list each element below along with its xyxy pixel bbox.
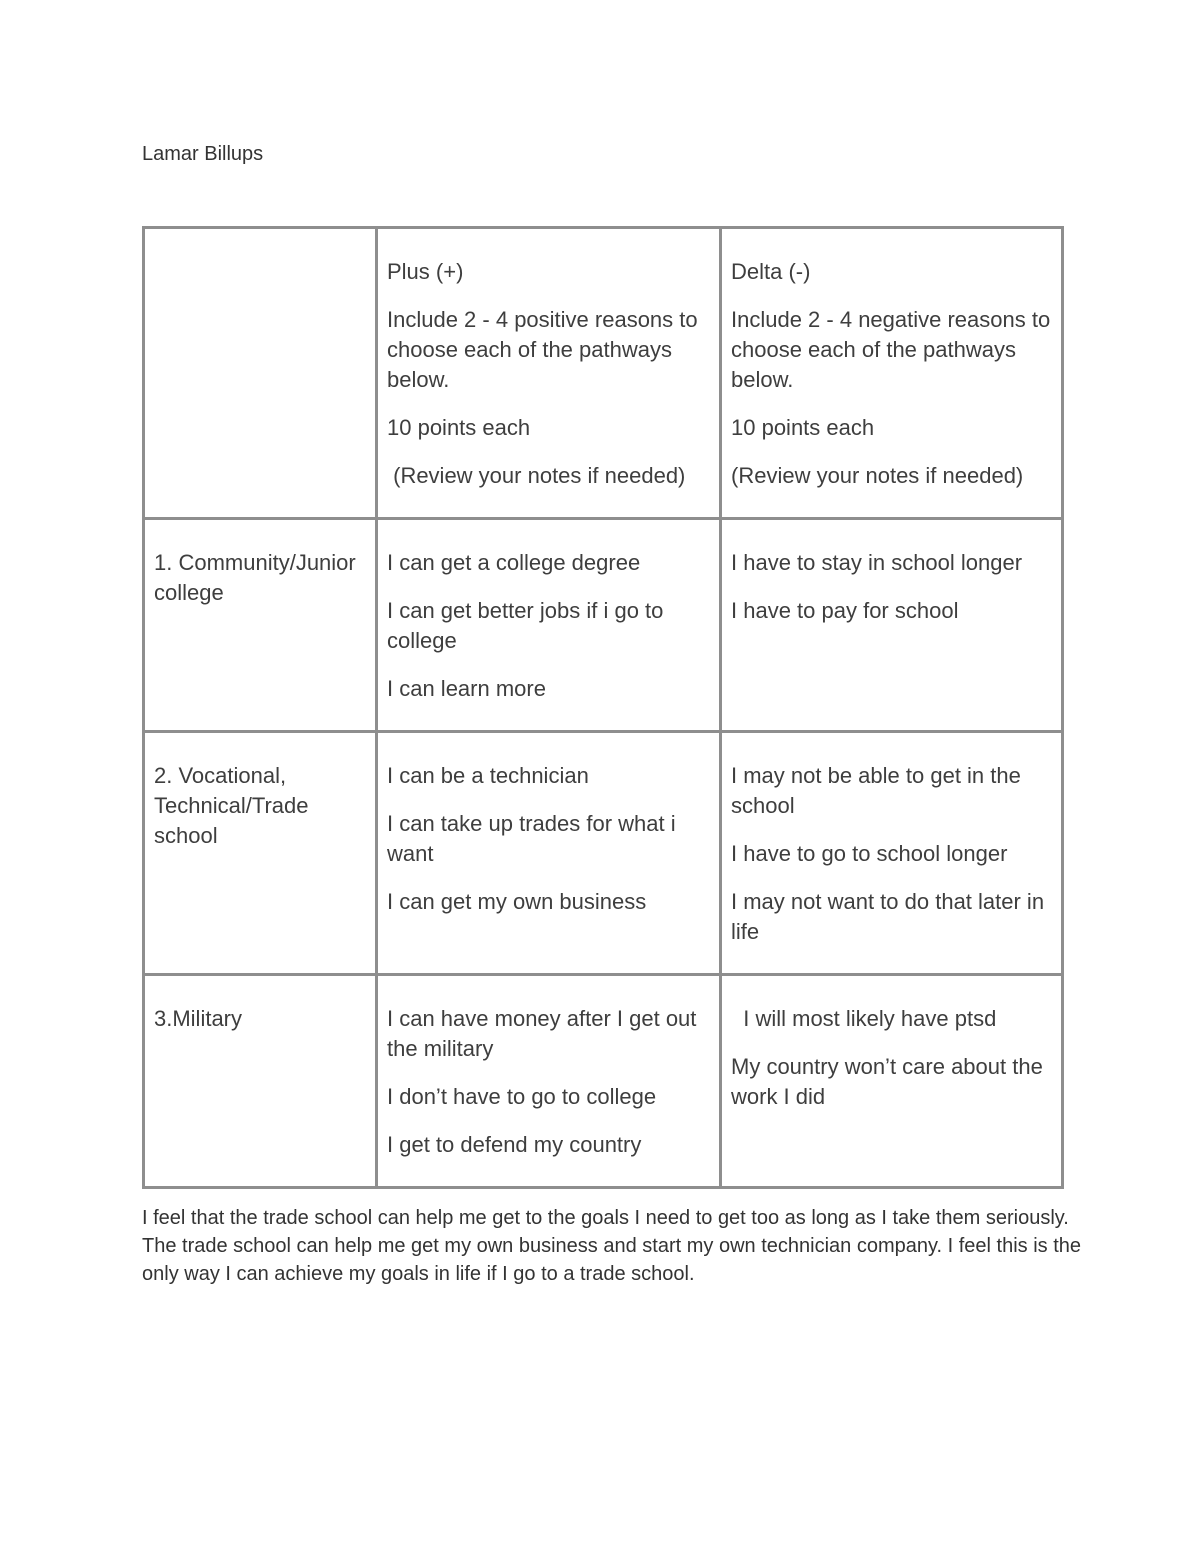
delta-reason: I may not want to do that later in life <box>731 889 1045 944</box>
pathway-cell <box>144 519 377 732</box>
plus-reason: I can have money after I get out the military <box>387 1006 697 1061</box>
pathway-label: 3.Military <box>154 1006 243 1031</box>
plus-reason: I can get better jobs if i go to college <box>387 598 664 653</box>
plus-reason: I can take up trades for what i want <box>387 811 676 866</box>
pathway-cell <box>144 975 377 1188</box>
conclusion-paragraph: I feel that the trade school can help me get to the goals I need to get too as long as I take them seriously. The trade school can help me get my own business and start my own technician company. I feel this is the only way I can achieve my goals in life if I go to a trade school. <box>142 1207 1081 1285</box>
plus-reason: I can get my own business <box>387 889 647 914</box>
author-name: Lamar Billups <box>142 143 264 165</box>
delta-reason: I have to pay for school <box>731 598 959 623</box>
delta-points: 10 points each <box>731 415 875 440</box>
plus-title: Plus (+) <box>387 259 464 284</box>
plus-note: (Review your notes if needed) <box>387 463 686 488</box>
plus-delta-table <box>142 226 1064 1189</box>
delta-reason: I have to go to school longer <box>731 841 1008 866</box>
plus-cell <box>377 732 721 975</box>
header-empty-cell <box>144 228 377 519</box>
plus-points: 10 points each <box>387 415 531 440</box>
delta-reason: My country won’t care about the work I did <box>731 1054 1043 1109</box>
table-row <box>144 732 1063 975</box>
plus-cell <box>377 975 721 1188</box>
delta-note: (Review your notes if needed) <box>731 463 1024 488</box>
plus-reason: I don’t have to go to college <box>387 1084 657 1109</box>
delta-reason: I have to stay in school longer <box>731 550 1023 575</box>
plus-reason: I can be a technician <box>387 763 589 788</box>
delta-cell <box>721 732 1063 975</box>
table-row <box>144 975 1063 1188</box>
plus-reason: I get to defend my country <box>387 1132 642 1157</box>
delta-reason: I will most likely have ptsd <box>731 1006 997 1031</box>
delta-cell <box>721 519 1063 732</box>
header-delta-cell <box>721 228 1063 519</box>
pathway-label: 2. Vocational, Technical/Trade school <box>154 763 309 848</box>
delta-cell <box>721 975 1063 1188</box>
pathway-label: 1. Community/Junior college <box>154 550 356 605</box>
table-header-row <box>144 228 1063 519</box>
header-plus-cell <box>377 228 721 519</box>
delta-title: Delta (-) <box>731 259 811 284</box>
plus-reason: I can get a college degree <box>387 550 641 575</box>
plus-reason: I can learn more <box>387 676 546 701</box>
delta-instruction: Include 2 - 4 negative reasons to choose each of the pathways below. <box>731 307 1051 392</box>
pathway-cell <box>144 732 377 975</box>
delta-reason: I may not be able to get in the school <box>731 763 1021 818</box>
table-row <box>144 519 1063 732</box>
plus-cell <box>377 519 721 732</box>
plus-instruction: Include 2 - 4 positive reasons to choose each of the pathways below. <box>387 307 698 392</box>
